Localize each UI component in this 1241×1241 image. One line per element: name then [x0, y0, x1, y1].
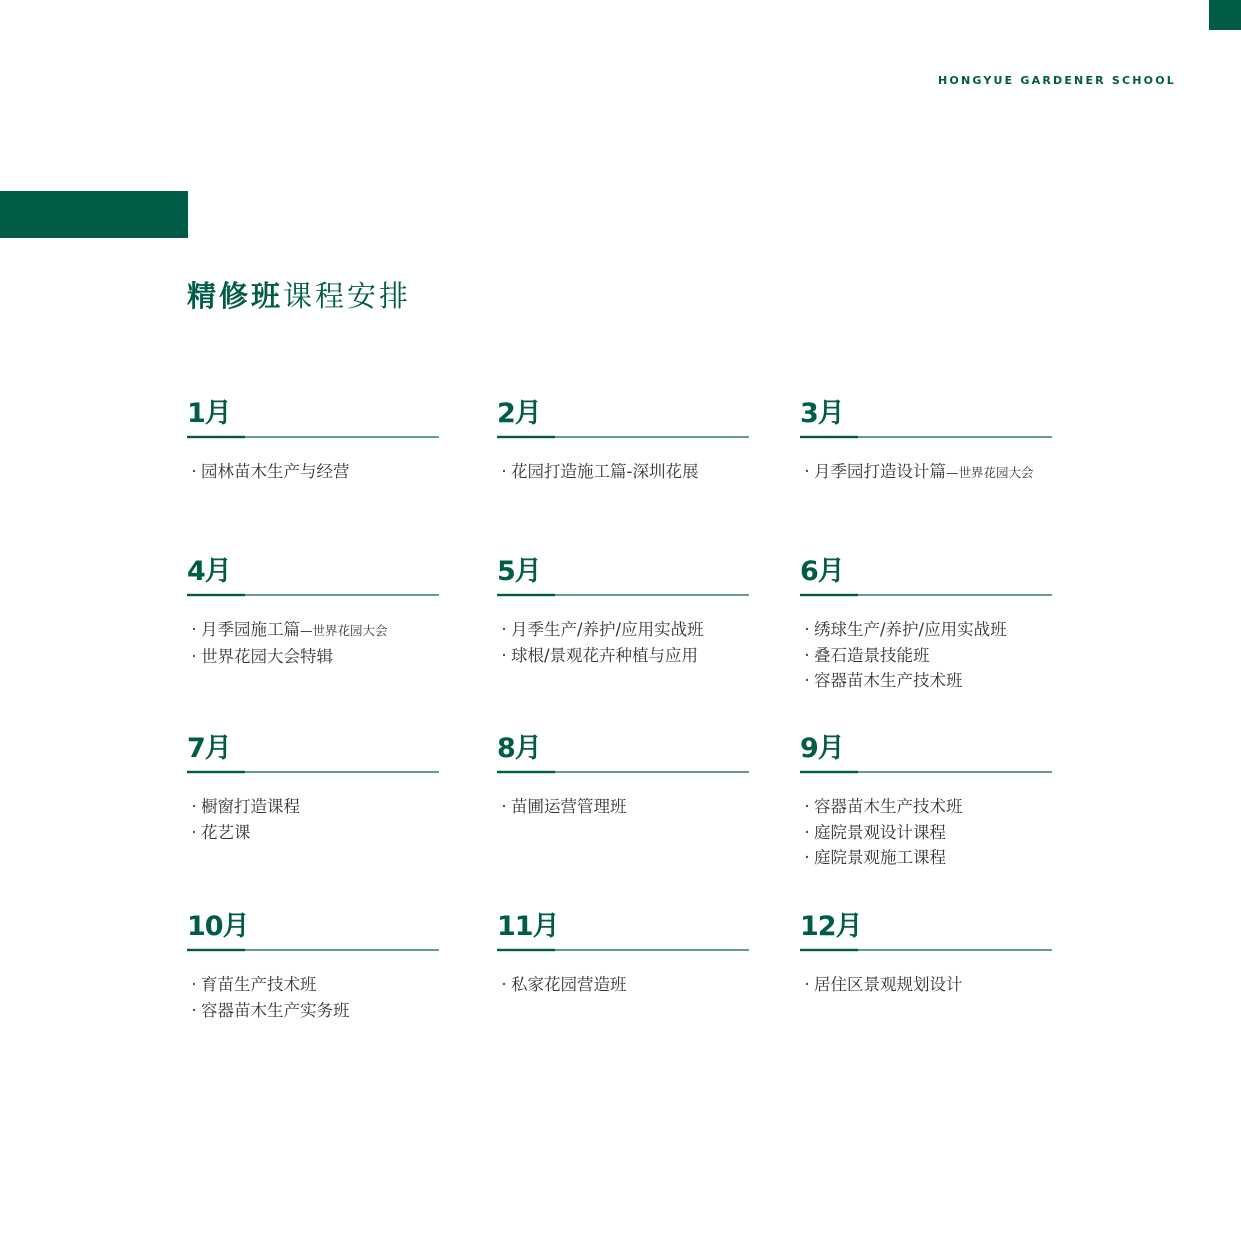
month-divider-accent: [187, 594, 245, 596]
bullet-dot: ·: [501, 620, 507, 639]
month-block: [497, 734, 749, 820]
course-list: [497, 459, 749, 485]
course-title: 世界花园大会特辑: [201, 646, 333, 666]
month-divider: [187, 436, 439, 437]
page-title: [187, 274, 411, 315]
month-divider-accent: [800, 771, 858, 773]
course-title: 庭院景观施工课程: [814, 848, 946, 867]
month-block: [497, 912, 749, 998]
bullet-dot: ·: [804, 645, 810, 665]
month-block: [800, 912, 1052, 998]
course-list: [800, 459, 1052, 486]
month-label: 1月: [187, 398, 231, 429]
month-label: 4月: [187, 556, 231, 587]
month-divider-accent: [497, 436, 555, 438]
month-label: 5月: [497, 556, 541, 587]
course-title: 育苗生产技术班: [201, 975, 317, 994]
course-list: [187, 459, 439, 485]
course-list: [800, 617, 1052, 694]
page-title-rest: 课程安排: [283, 279, 412, 313]
course-title: 苗圃运营管理班: [511, 797, 627, 816]
month-label: 11月: [497, 911, 559, 942]
month-divider: [497, 436, 749, 437]
bullet-dot: ·: [804, 822, 810, 842]
month-block: [187, 399, 439, 485]
month-divider: [187, 594, 439, 595]
course-title: 球根/景观花卉种植与应用: [511, 645, 699, 665]
month-block: [497, 399, 749, 485]
bullet-dot: ·: [191, 620, 197, 639]
month-divider: [497, 949, 749, 950]
bullet-dot: ·: [501, 645, 507, 665]
month-divider: [800, 594, 1052, 595]
course-item: [187, 998, 439, 1024]
month-divider: [497, 594, 749, 595]
course-title: 月季生产/养护/应用实战班: [511, 620, 704, 639]
course-title: 叠石造景技能班: [814, 645, 930, 665]
bullet-dot: ·: [501, 975, 507, 994]
course-item: [800, 643, 1052, 669]
bullet-dot: ·: [804, 620, 810, 639]
month-block: [187, 734, 439, 845]
month-divider-accent: [800, 949, 858, 951]
month-label: 7月: [187, 733, 231, 764]
course-note: —世界花园大会: [946, 465, 1034, 480]
course-item: [187, 459, 439, 485]
course-item: [497, 794, 749, 820]
course-item: [800, 668, 1052, 694]
course-title: 月季园打造设计篇: [814, 462, 946, 481]
bullet-dot: ·: [804, 848, 810, 867]
course-item: [800, 459, 1052, 486]
month-block: [800, 734, 1052, 871]
month-divider-accent: [800, 436, 858, 438]
course-list: [497, 794, 749, 820]
course-item: [187, 820, 439, 846]
course-title: 容器苗木生产技术班: [814, 671, 963, 690]
course-item: [800, 845, 1052, 871]
month-divider: [800, 771, 1052, 772]
bullet-dot: ·: [191, 975, 197, 994]
course-item: [497, 617, 749, 643]
month-label: 2月: [497, 398, 541, 429]
course-item: [497, 459, 749, 485]
course-list: [497, 972, 749, 998]
month-divider-accent: [800, 594, 858, 596]
month-divider: [497, 771, 749, 772]
month-divider: [800, 949, 1052, 950]
bullet-dot: ·: [804, 797, 810, 816]
course-title: 花园打造施工篇-深圳花展: [511, 462, 699, 481]
bullet-dot: ·: [191, 462, 197, 481]
course-item: [800, 794, 1052, 820]
corner-accent-block: [1209, 0, 1241, 30]
bullet-dot: ·: [191, 822, 197, 842]
course-item: [497, 972, 749, 998]
course-title: 居住区景观规划设计: [814, 975, 963, 994]
month-divider-accent: [497, 771, 555, 773]
month-block: [497, 557, 749, 668]
course-item: [187, 972, 439, 998]
month-divider-accent: [497, 594, 555, 596]
course-item: [800, 820, 1052, 846]
bullet-dot: ·: [191, 797, 197, 816]
month-divider: [187, 949, 439, 950]
month-divider-accent: [187, 436, 245, 438]
month-label: 8月: [497, 733, 541, 764]
course-title: 私家花园营造班: [511, 975, 627, 994]
bullet-dot: ·: [191, 646, 197, 666]
course-list: [800, 794, 1052, 871]
bullet-dot: ·: [804, 975, 810, 994]
month-divider-accent: [187, 949, 245, 951]
course-item: [800, 972, 1052, 998]
month-block: [187, 557, 439, 669]
month-label: 10月: [187, 911, 249, 942]
course-title: 橱窗打造课程: [201, 797, 300, 816]
bullet-dot: ·: [501, 797, 507, 816]
bullet-dot: ·: [804, 671, 810, 690]
course-title: 容器苗木生产实务班: [201, 1000, 350, 1020]
bullet-dot: ·: [191, 1000, 197, 1020]
course-list: [187, 794, 439, 845]
month-block: [800, 399, 1052, 486]
month-label: 12月: [800, 911, 862, 942]
section-accent-bar: [0, 191, 188, 238]
course-list: [187, 972, 439, 1023]
course-title: 月季园施工篇: [201, 620, 300, 639]
course-title: 绣球生产/养护/应用实战班: [814, 620, 1007, 639]
school-brand-name: HONGYUE GARDENER SCHOOL: [938, 74, 1176, 87]
month-label: 6月: [800, 556, 844, 587]
course-title: 园林苗木生产与经营: [201, 462, 350, 481]
course-item: [497, 643, 749, 669]
course-note: —世界花园大会: [300, 623, 388, 638]
course-item: [187, 617, 439, 644]
month-divider: [800, 436, 1052, 437]
course-item: [800, 617, 1052, 643]
month-label: 9月: [800, 733, 844, 764]
course-title: 庭院景观设计课程: [814, 822, 946, 842]
month-label: 3月: [800, 398, 844, 429]
course-list: [800, 972, 1052, 998]
bullet-dot: ·: [501, 462, 507, 481]
course-item: [187, 644, 439, 670]
month-block: [800, 557, 1052, 694]
course-item: [187, 794, 439, 820]
course-list: [187, 617, 439, 669]
course-title: 容器苗木生产技术班: [814, 797, 963, 816]
month-divider-accent: [497, 949, 555, 951]
month-divider-accent: [187, 771, 245, 773]
month-block: [187, 912, 439, 1023]
page-title-emphasis: 精修班: [187, 279, 284, 313]
month-divider: [187, 771, 439, 772]
course-list: [497, 617, 749, 668]
bullet-dot: ·: [804, 462, 810, 481]
course-title: 花艺课: [201, 822, 251, 842]
